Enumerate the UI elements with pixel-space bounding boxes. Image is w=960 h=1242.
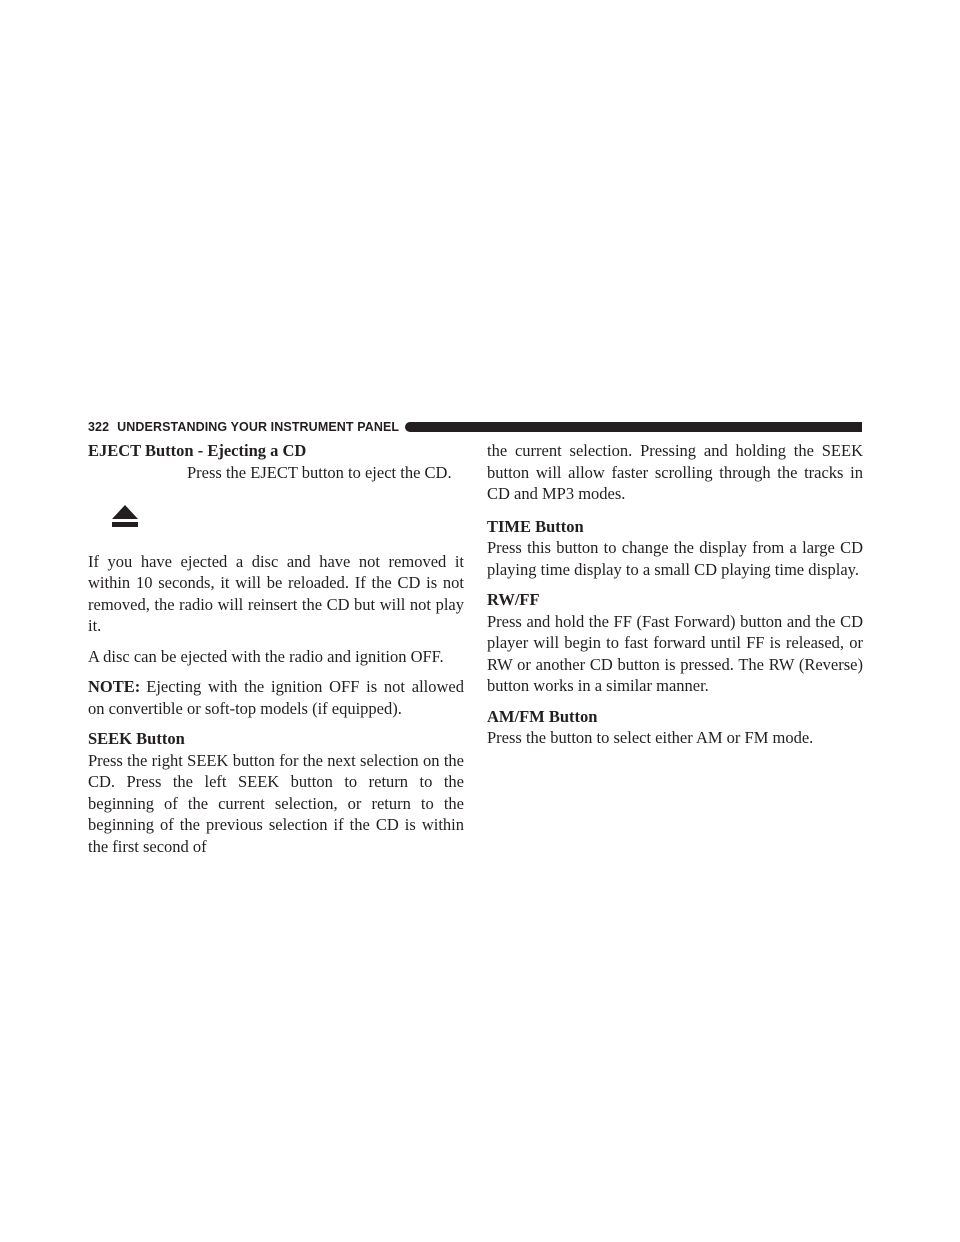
time-paragraph: Press this button to change the display from a large CD playing time display to a small CD playing time display. bbox=[487, 538, 863, 579]
eject-icon bbox=[112, 505, 138, 527]
seek-heading: SEEK Button bbox=[88, 729, 185, 748]
right-column bbox=[487, 440, 863, 758]
eject-heading: EJECT Button - Ejecting a CD bbox=[88, 441, 307, 460]
eject-reload-paragraph: If you have ejected a disc and have not removed it within 10 seconds, it will be reloaded. If the CD is not removed, the radio will reinsert the CD but will not play it. bbox=[88, 551, 464, 635]
eject-instruction: Press the EJECT button to eject the CD. bbox=[187, 462, 452, 482]
seek-paragraph: Press the right SEEK button for the next selection on the CD. Press the left SEEK button to return to the beginning of the current selection, or return to the beginning of the previous selection if the CD is within the first second of bbox=[88, 750, 464, 856]
header-text bbox=[88, 420, 399, 434]
page-header bbox=[88, 419, 862, 435]
page-number: 322 bbox=[88, 420, 110, 434]
rwff-heading: RW/FF bbox=[487, 590, 540, 609]
note-paragraph bbox=[88, 676, 464, 719]
note-text: Ejecting with the ignition OFF is not allowed on convertible or soft-top models (if equipped). bbox=[88, 677, 464, 718]
time-heading: TIME Button bbox=[487, 516, 584, 536]
eject-off-paragraph: A disc can be ejected with the radio and ignition OFF. bbox=[88, 646, 444, 666]
left-column bbox=[88, 440, 464, 866]
header-rule bbox=[405, 422, 862, 432]
eject-block bbox=[88, 462, 464, 551]
note-label: NOTE: bbox=[88, 677, 141, 696]
section-title: UNDERSTANDING YOUR INSTRUMENT PANEL bbox=[117, 420, 400, 434]
rwff-paragraph: Press and hold the FF (Fast Forward) button and the CD player will begin to fast forward until FF is released, or RW or another CD button is pressed. The RW (Reverse) button works in a similar manner. bbox=[487, 611, 863, 695]
seek-continued-paragraph: the current selection. Pressing and holding the SEEK button will allow faster scrolling through the tracks in CD and MP3 modes. bbox=[487, 441, 863, 503]
amfm-heading: AM/FM Button bbox=[487, 706, 598, 726]
amfm-paragraph: Press the button to select either AM or FM mode. bbox=[487, 728, 814, 747]
